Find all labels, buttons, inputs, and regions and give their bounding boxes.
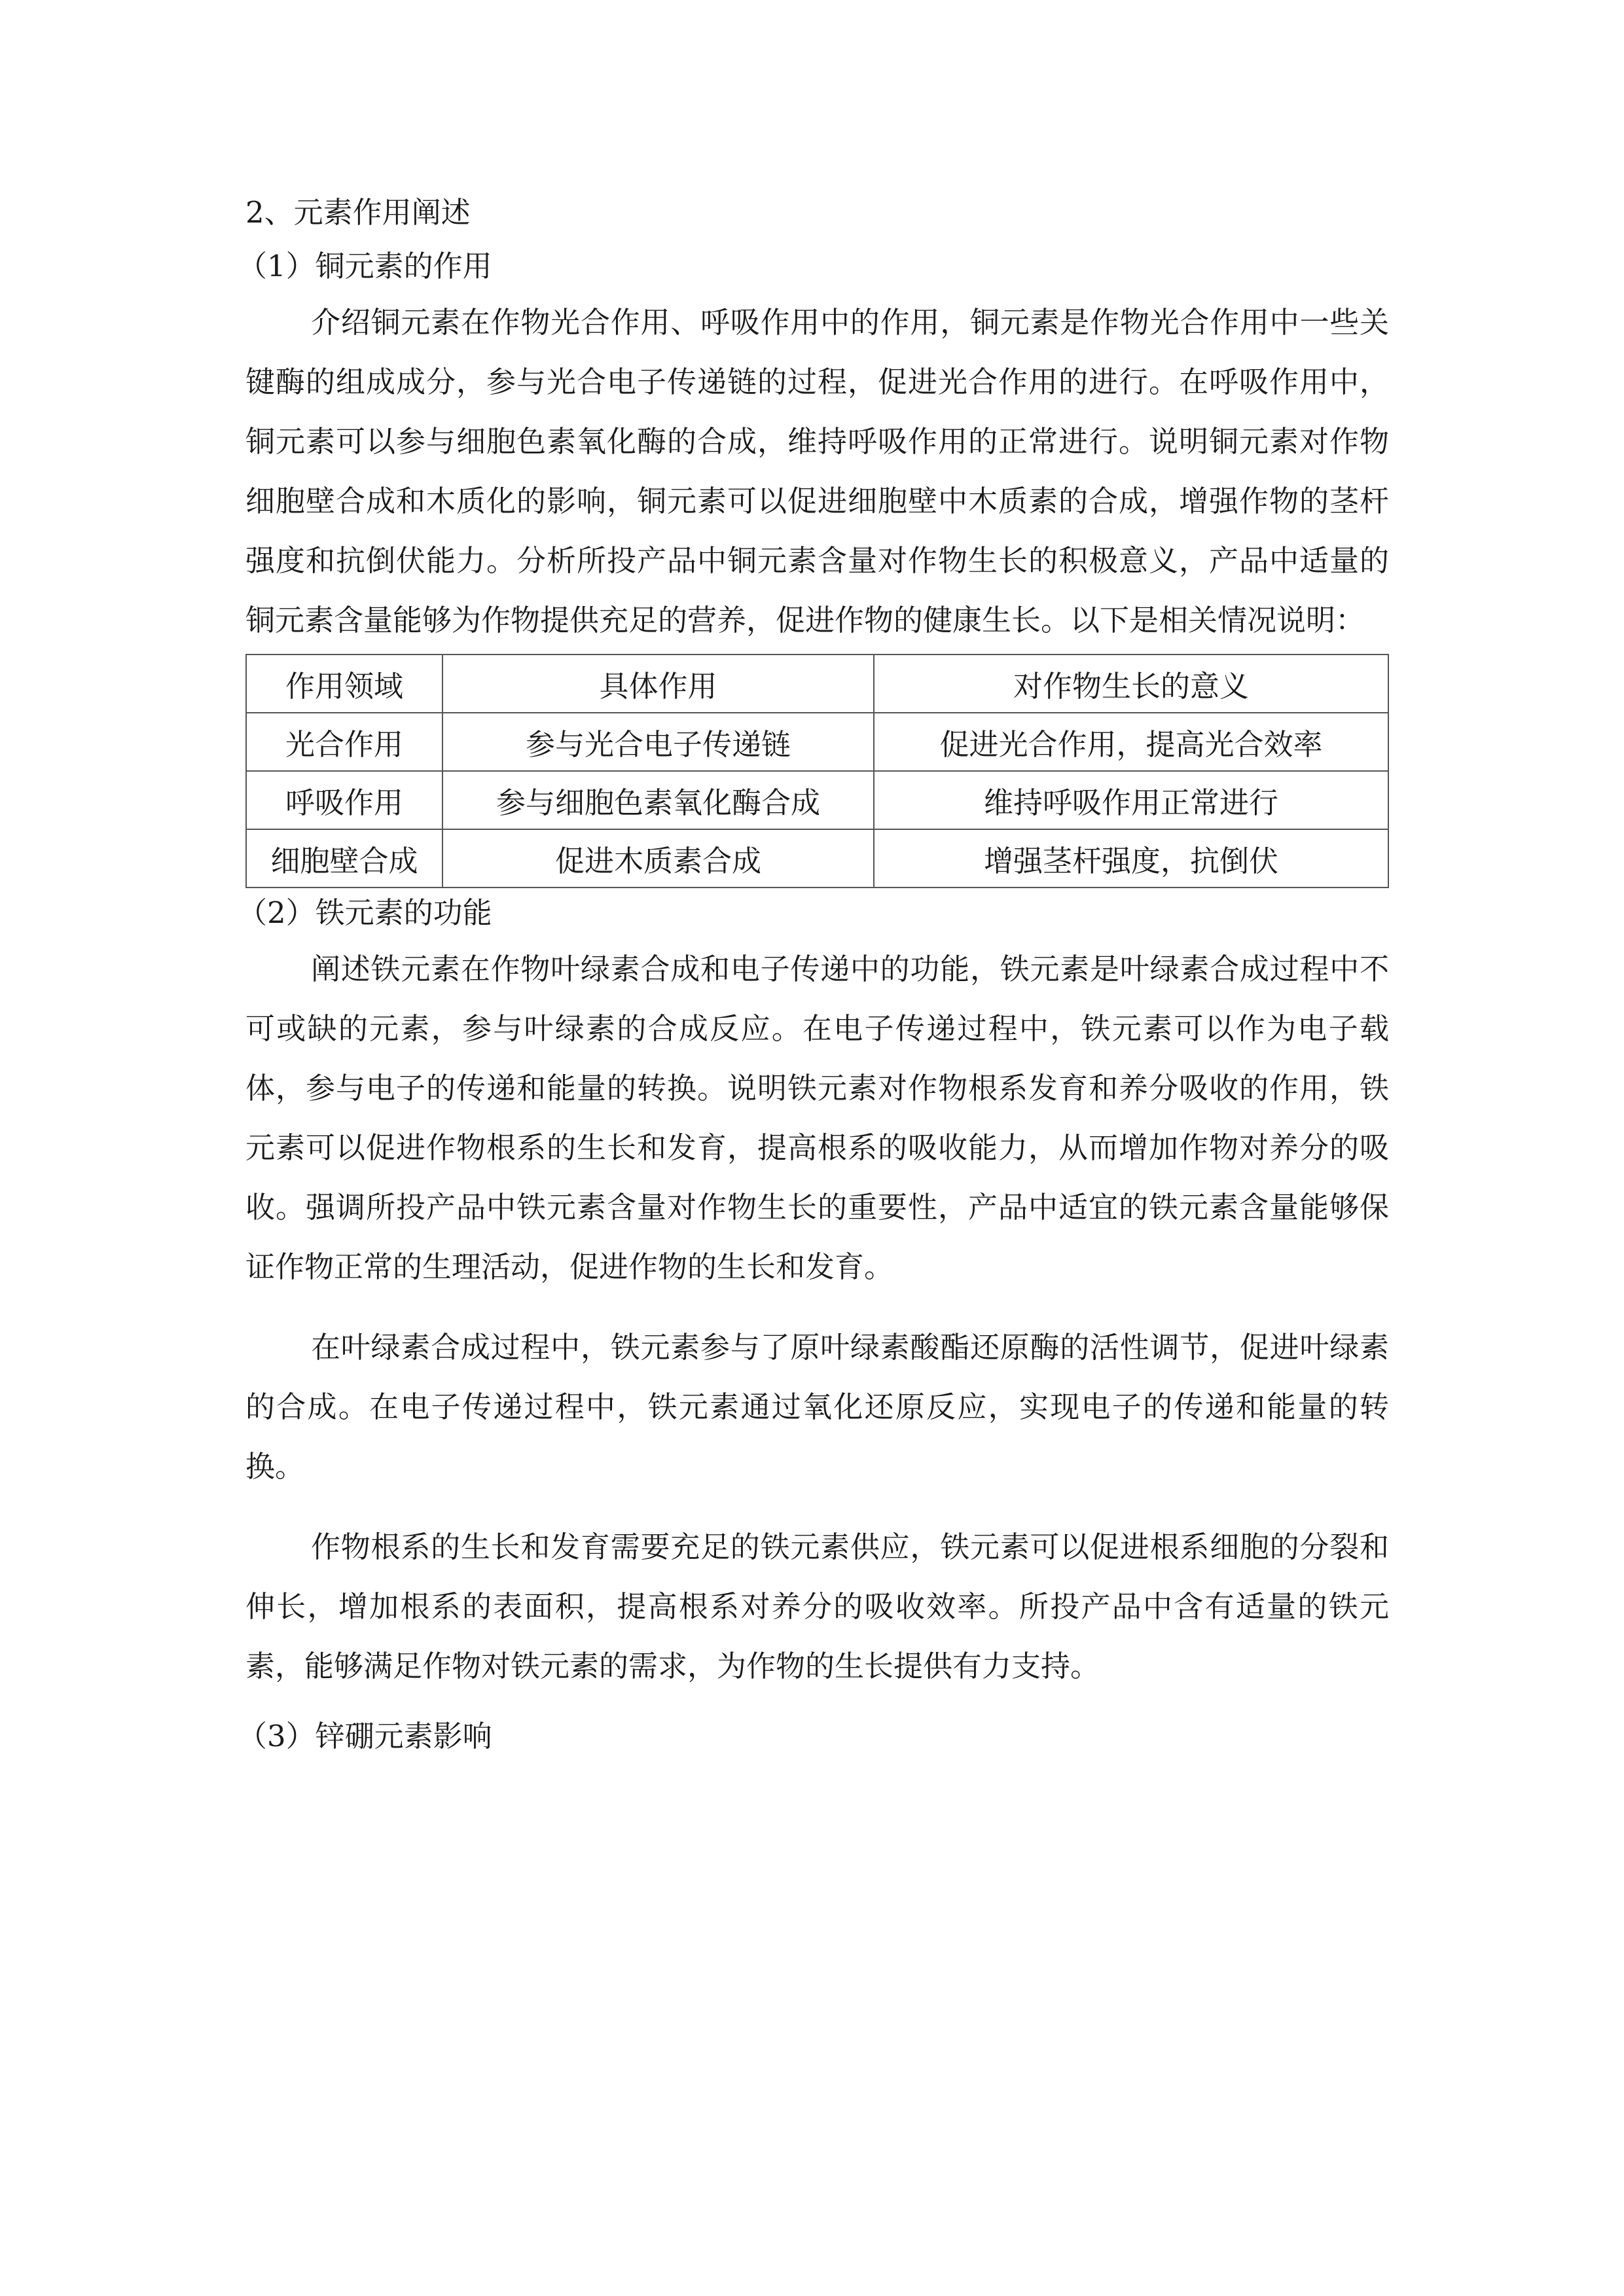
- zinc-boron-heading: （3）锌硼元素影响: [238, 1719, 492, 1753]
- table-cell: 参与光合电子传递链: [442, 713, 874, 771]
- copper-heading: （1）铜元素的作用: [238, 249, 492, 283]
- table-row: [246, 713, 1388, 771]
- table-header-row: [246, 655, 1388, 713]
- table-cell: 细胞壁合成: [246, 829, 442, 888]
- table-row: [246, 829, 1388, 888]
- table-header-cell: 对作物生长的意义: [874, 655, 1388, 713]
- table-cell: 呼吸作用: [246, 771, 442, 829]
- iron-paragraph-3: 作物根系的生长和发育需要充足的铁元素供应，铁元素可以促进根系细胞的分裂和伸长，增加根系的表面积，提高根系对养分的吸收效率。所投产品中含有适量的铁元素，能够满足作物对铁元素的需求，为作物的生长提供有力支持。: [245, 1530, 1389, 1683]
- copper-effects-table: [245, 654, 1389, 888]
- table-cell: 增强茎杆强度，抗倒伏: [874, 829, 1388, 888]
- table-cell: 光合作用: [246, 713, 442, 771]
- copper-paragraph: 介绍铜元素在作物光合作用、呼吸作用中的作用，铜元素是作物光合作用中一些关键酶的组成成分，参与光合电子传递链的过程，促进光合作用的进行。在呼吸作用中，铜元素可以参与细胞色素氧化酶的合成，维持呼吸作用的正常进行。说明铜元素对作物细胞壁合成和木质化的影响，铜元素可以促进细胞壁中木质素的合成，增强作物的茎杆强度和抗倒伏能力。分析所投产品中铜元素含量对作物生长的积极意义，产品中适量的铜元素含量能够为作物提供充足的营养，促进作物的健康生长。以下是相关情况说明：: [245, 305, 1389, 637]
- iron-paragraph-2: 在叶绿素合成过程中，铁元素参与了原叶绿素酸酯还原酶的活性调节，促进叶绿素的合成。在电子传递过程中，铁元素通过氧化还原反应，实现电子的传递和能量的转换。: [245, 1330, 1389, 1484]
- section-title: 2、元素作用阐述: [245, 195, 471, 230]
- document-page: [238, 193, 1389, 1756]
- table-row: [246, 771, 1388, 829]
- iron-paragraph-1: 阐述铁元素在作物叶绿素合成和电子传递中的功能，铁元素是叶绿素合成过程中不可或缺的元素，参与叶绿素的合成反应。在电子传递过程中，铁元素可以作为电子载体，参与电子的传递和能量的转换。说明铁元素对作物根系发育和养分吸收的作用，铁元素可以促进作物根系的生长和发育，提高根系的吸收能力，从而增加作物对养分的吸收。强调所投产品中铁元素含量对作物生长的重要性，产品中适宜的铁元素含量能够保证作物正常的生理活动，促进作物的生长和发育。: [245, 952, 1389, 1284]
- table-cell: 促进光合作用，提高光合效率: [874, 713, 1388, 771]
- table-cell: 促进木质素合成: [442, 829, 874, 888]
- table-header-cell: 作用领域: [246, 655, 442, 713]
- iron-heading: （2）铁元素的功能: [238, 895, 492, 930]
- table-cell: 维持呼吸作用正常进行: [874, 771, 1388, 829]
- table-header-cell: 具体作用: [442, 655, 874, 713]
- table-cell: 参与细胞色素氧化酶合成: [442, 771, 874, 829]
